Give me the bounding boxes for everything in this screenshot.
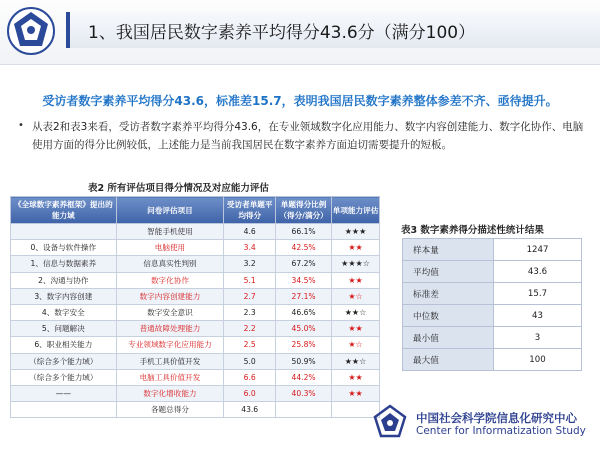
table3-title: 表3 数字素养得分描述性统计结果 (401, 225, 544, 236)
cell-ratio: 44.2% (276, 369, 332, 385)
title-bar (66, 12, 600, 48)
cell-rating-stars: ★☆ (332, 288, 380, 304)
page-title: 1、我国居民数字素养平均得分43.6分（满分100） (88, 23, 476, 43)
cell-item: 电脑使用 (116, 240, 224, 256)
cell-score: 3.4 (224, 240, 276, 256)
cell-domain: 1、信息与数据素养 (11, 256, 117, 272)
table-row (11, 369, 380, 385)
stat-value: 1247 (494, 239, 582, 261)
table-row (11, 272, 380, 288)
cell-domain: 0、设备与软件操作 (11, 240, 117, 256)
org-name-en: Center for Informatization Study (416, 425, 586, 437)
cell-rating-stars: ★★ (332, 385, 380, 401)
cell-ratio: 42.5% (276, 240, 332, 256)
cell-domain: （综合多个能力域） (11, 353, 117, 369)
cell-domain: —— (11, 385, 117, 401)
table-row (11, 256, 380, 272)
stats-row (403, 349, 582, 371)
cell-ratio: 45.0% (276, 321, 332, 337)
cell-score: 2.7 (224, 288, 276, 304)
cell-item: 数字安全意识 (116, 304, 224, 320)
cell-score: 5.1 (224, 272, 276, 288)
cell-score: 2.5 (224, 337, 276, 353)
cell-score: 2.2 (224, 321, 276, 337)
stats-row (403, 239, 582, 261)
cell-domain: 3、数字内容创建 (11, 288, 117, 304)
cell-rating-stars: ★☆ (332, 337, 380, 353)
stats-row (403, 283, 582, 305)
stat-label: 最小值 (403, 327, 494, 349)
cell-ratio: 50.9% (276, 353, 332, 369)
cell-score: 6.0 (224, 385, 276, 401)
cell-domain: 5、问题解决 (11, 321, 117, 337)
summary-subtitle: 受访者数字素养平均得分43.6，标准差15.7，表明我国居民数字素养整体参差不齐、亟待提升。 (42, 94, 558, 108)
org-name-cn: 中国社会科学院信息化研究中心 (416, 411, 577, 425)
cell-score: 4.6 (224, 224, 276, 240)
cell-rating-stars: ★★ (332, 369, 380, 385)
cell-ratio: 40.3% (276, 385, 332, 401)
cell-rating-stars: ★★ (332, 240, 380, 256)
cell-item: 数字化增收能力 (116, 385, 224, 401)
cell-item: 各题总得分 (116, 402, 224, 418)
table2-title: 表2 所有评估项目得分情况及对应能力评估 (88, 183, 269, 194)
org-logo-icon (372, 404, 408, 440)
cell-domain: 2、沟通与协作 (11, 272, 117, 288)
stat-label: 标准差 (403, 283, 494, 305)
cell-rating-stars: ★★☆ (332, 304, 380, 320)
stat-value: 43 (494, 305, 582, 327)
table-row (11, 385, 380, 401)
cell-domain: （综合多个能力域） (11, 369, 117, 385)
cell-item: 数字内容创建能力 (116, 288, 224, 304)
stats-table (402, 238, 582, 371)
cell-rating-stars: ★★★ (332, 224, 380, 240)
cell-score: 2.3 (224, 304, 276, 320)
cell-item: 电脑工具价值开发 (116, 369, 224, 385)
cell-rating-stars: ★★ (332, 321, 380, 337)
cell-item: 专业领域数字化应用能力 (116, 337, 224, 353)
cell-item: 信息真实性判别 (116, 256, 224, 272)
col-header-ratio: 单题得分比例（得分/满分） (276, 197, 332, 224)
stat-label: 平均值 (403, 261, 494, 283)
table-header-row (11, 197, 380, 224)
stat-value: 100 (494, 349, 582, 371)
table-row (11, 288, 380, 304)
stat-label: 中位数 (403, 305, 494, 327)
col-header-rating: 单项能力评估 (332, 197, 380, 224)
cell-score: 3.2 (224, 256, 276, 272)
cell-rating-stars: ★★ (332, 272, 380, 288)
stat-label: 最大值 (403, 349, 494, 371)
cell-ratio (276, 402, 332, 418)
cell-score: 43.6 (224, 402, 276, 418)
cell-domain (11, 402, 117, 418)
cell-item: 普通故障处理能力 (116, 321, 224, 337)
cell-domain: 6、职业相关能力 (11, 337, 117, 353)
table-row (11, 337, 380, 353)
col-header-score: 受访者单题平均得分 (224, 197, 276, 224)
stats-row (403, 327, 582, 349)
cell-item: 数字化协作 (116, 272, 224, 288)
stat-label: 样本量 (403, 239, 494, 261)
cell-domain: 4、数字安全 (11, 304, 117, 320)
table-row (11, 321, 380, 337)
stats-row (403, 261, 582, 283)
cell-item: 手机工具价值开发 (116, 353, 224, 369)
cell-item: 智能手机使用 (116, 224, 224, 240)
cell-ratio: 67.2% (276, 256, 332, 272)
cell-domain (11, 224, 117, 240)
cell-ratio: 27.1% (276, 288, 332, 304)
table-row (11, 224, 380, 240)
cell-score: 6.6 (224, 369, 276, 385)
table-row (11, 402, 380, 418)
bullet-paragraph: 从表2和表3来看，受访者数字素养平均得分43.6，在专业领域数字化应用能力、数字内容创建能力、数字化协作、电脑使用方面的得分比例较低，上述能力是当前我国居民在数字素养方面迫切需要提升的短板。 (32, 121, 584, 151)
table-row (11, 304, 380, 320)
cell-ratio: 46.6% (276, 304, 332, 320)
assessment-table (10, 196, 380, 418)
cell-score: 5.0 (224, 353, 276, 369)
col-header-item: 问卷评估项目 (116, 197, 224, 224)
cell-ratio: 34.5% (276, 272, 332, 288)
stat-value: 3 (494, 327, 582, 349)
cass-logo-icon (6, 6, 56, 56)
stat-value: 15.7 (494, 283, 582, 305)
table-row (11, 353, 380, 369)
cell-ratio: 66.1% (276, 224, 332, 240)
bullet-icon: • (18, 120, 24, 131)
stat-value: 43.6 (494, 261, 582, 283)
col-header-domain: 《全球数字素养框架》提出的能力域 (11, 197, 117, 224)
cell-rating-stars: ★★★☆ (332, 256, 380, 272)
cell-ratio: 25.8% (276, 337, 332, 353)
stats-row (403, 305, 582, 327)
slide-header (0, 0, 600, 65)
cell-rating-stars: ★★☆ (332, 353, 380, 369)
table-row (11, 240, 380, 256)
